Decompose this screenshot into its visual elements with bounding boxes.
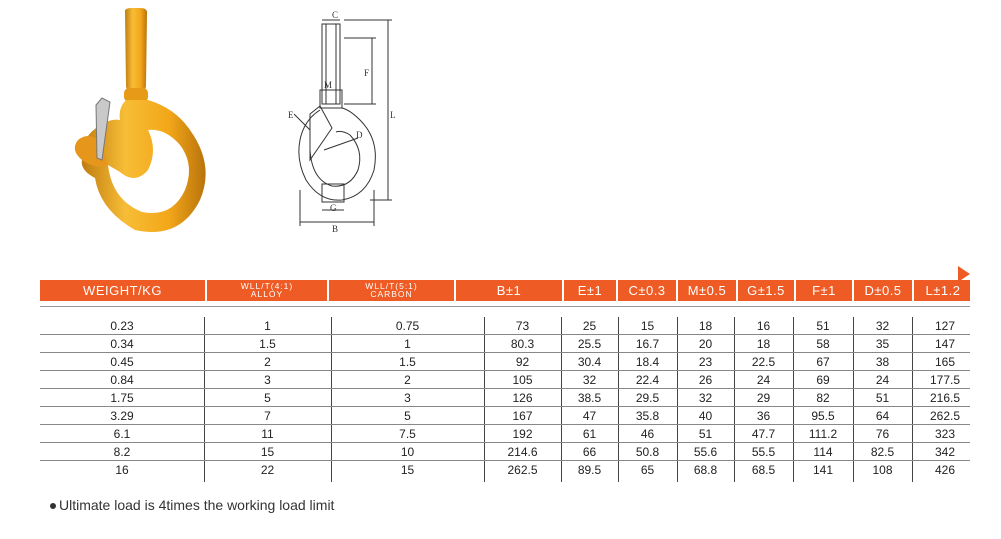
dim-label-d: D xyxy=(356,130,363,140)
header-wll-alloy: WLL/T(4:1) ALLOY xyxy=(240,281,294,299)
dim-label-e: E xyxy=(288,110,294,120)
bullet-icon xyxy=(50,503,56,509)
table-row: 16 22 15 262.5 89.5 65 68.8 68.5 141 108 426 xyxy=(115,463,956,477)
header-wll-carbon: WLL/T(5:1) CARBON xyxy=(365,281,418,299)
table-row: 0.45 2 1.5 92 30.4 18.4 23 22.5 67 38 165 xyxy=(0,353,1001,371)
header-l: L±1.2 xyxy=(925,283,961,298)
footnote-text: Ultimate load is 4times the working load limit xyxy=(59,497,335,513)
header-m: M±0.5 xyxy=(687,283,727,298)
dim-label-g: G xyxy=(330,203,337,213)
hook-photo xyxy=(40,0,240,240)
table-row: 0.34 1.5 1 80.3 25.5 16.7 20 18 58 35 147 xyxy=(0,335,1001,353)
footnote xyxy=(50,497,334,513)
dim-label-b: B xyxy=(332,224,339,234)
table-row: 0.23 1 0.75 73 25 15 18 16 51 32 127 xyxy=(0,317,1001,335)
dim-label-f: F xyxy=(364,68,370,78)
header-f: F±1 xyxy=(812,283,836,298)
dim-label-m: M xyxy=(324,80,333,90)
hook-technical-drawing xyxy=(280,10,420,235)
header-e: E±1 xyxy=(577,283,603,298)
dim-label-c: C xyxy=(332,10,339,20)
table-row: 8.2 15 10 214.6 66 50.8 55.6 55.5 114 82.5 342 xyxy=(0,443,1001,461)
header-b: B±1 xyxy=(496,283,522,298)
header-weight: WEIGHT/KG xyxy=(83,283,162,298)
header-g: G±1.5 xyxy=(747,283,785,298)
table-row: 3.29 7 5 167 47 35.8 40 36 95.5 64 262.5 xyxy=(0,407,1001,425)
dim-label-l: L xyxy=(390,110,396,120)
table-row: 0.84 3 2 105 32 22.4 26 24 69 24 177.5 xyxy=(0,371,1001,389)
header-c: C±0.3 xyxy=(628,283,666,298)
table-top-rule xyxy=(40,306,970,307)
table-row: 1.75 5 3 126 38.5 29.5 32 29 82 51 216.5 xyxy=(0,389,1001,407)
header-d: D±0.5 xyxy=(864,283,902,298)
table-row: 6.1 11 7.5 192 61 46 51 47.7 111.2 76 323 xyxy=(0,425,1001,443)
